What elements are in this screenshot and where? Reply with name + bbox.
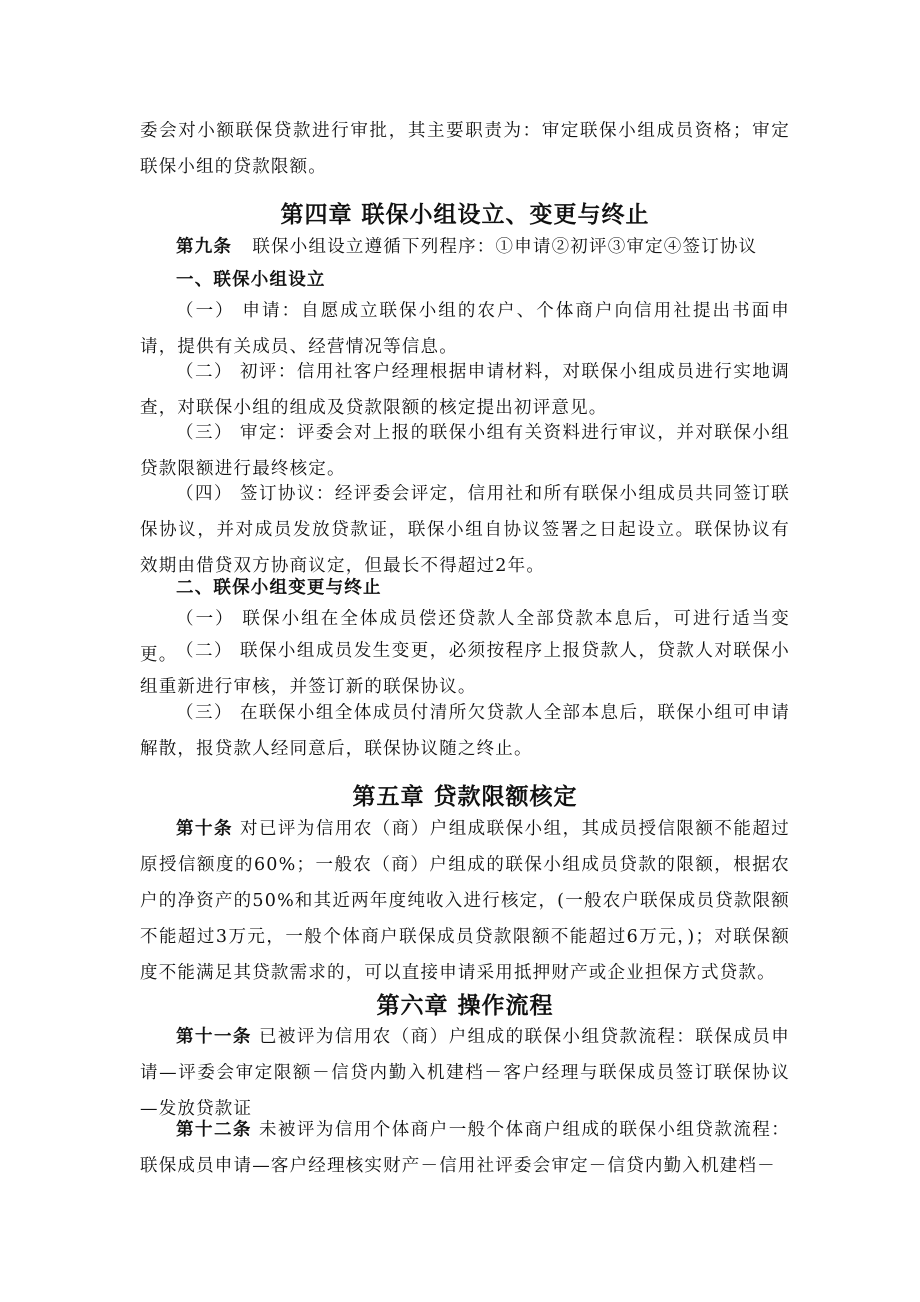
article-12-label: 第十二条 (176, 1120, 252, 1140)
article-12 (140, 1112, 790, 1184)
section-1-title: 一、联保小组设立 (176, 270, 326, 290)
article-12-text: 未被评为信用个体商户一般个体商户组成的联保小组贷款流程：联保成员申请—客户经理核实财产－信用社评委会审定－信贷内勤入机建档－ (140, 1120, 790, 1176)
chapter-4-title: 第四章 联保小组设立、变更与终止 (280, 202, 650, 228)
section-2-item-2: （二） 联保小组成员发生变更，必须按程序上报贷款人，贷款人对联保小组重新进行审核，并签订新的联保协议。 (140, 641, 790, 697)
article-9-text: 联保小组设立遵循下列程序：①申请②初评③审定④签订协议 (252, 237, 758, 257)
article-11-text: 已被评为信用农（商）户组成的联保小组贷款流程：联保成员申请—评委会审定限额－信贷内勤入机建档－客户经理与联保成员签订联保协议—发放贷款证 (140, 1027, 790, 1119)
article-10 (140, 811, 790, 991)
section-1-item-3: （三） 审定：评委会对上报的联保小组有关资料进行审议，并对联保小组贷款限额进行最终核定。 (140, 423, 790, 479)
section-2-title: 二、联保小组变更与终止 (176, 578, 382, 598)
intro-paragraph: 委会对小额联保贷款进行审批，其主要职责为：审定联保小组成员资格；审定联保小组的贷款限额。 (140, 121, 790, 177)
section-1-item-4: （四） 签订协议：经评委会评定，信用社和所有联保小组成员共同签订联保协议，并对成员发放贷款证，联保小组自协议签署之日起设立。联保协议有效期由借贷双方协商议定，但最长不得超过2年。 (140, 484, 790, 576)
article-10-text: 对已评为信用农（商）户组成联保小组，其成员授信限额不能超过原授信额度的60%；一般农（商）户组成的联保小组成员贷款的限额，根据农户的净资产的50%和其近两年度纯收入进行核定，(一般农户联保成员贷款限额不能超过3万元，一般个体商户联保成员贷款限额不能超过6万元，)；对联保额度不能满足其贷款需求的，可以直接申请采用抵押财产或企业担保方式贷款。 (140, 819, 790, 983)
chapter-5-title: 第五章 贷款限额核定 (352, 784, 578, 810)
article-9-label: 第九条 (176, 237, 233, 257)
article-10-label: 第十条 (176, 819, 233, 839)
section-1-item-2: （二） 初评：信用社客户经理根据申请材料，对联保小组成员进行实地调查，对联保小组的组成及贷款限额的核定提出初评意见。 (140, 362, 790, 418)
article-11 (140, 1019, 790, 1127)
section-2-item-3: （三） 在联保小组全体成员付清所欠贷款人全部本息后，联保小组可申请解散，报贷款人经同意后，联保协议随之终止。 (140, 703, 790, 759)
section-1-item-1: （一） 申请：自愿成立联保小组的农户、个体商户向信用社提出书面申请，提供有关成员、经营情况等信息。 (140, 301, 790, 357)
article-11-label: 第十一条 (176, 1027, 252, 1047)
chapter-6-title: 第六章 操作流程 (376, 993, 554, 1019)
article-9 (140, 229, 790, 265)
section-2-item-1: （一） 联保小组在全体成员偿还贷款人全部贷款本息后，可进行适当变更。 (140, 609, 790, 665)
